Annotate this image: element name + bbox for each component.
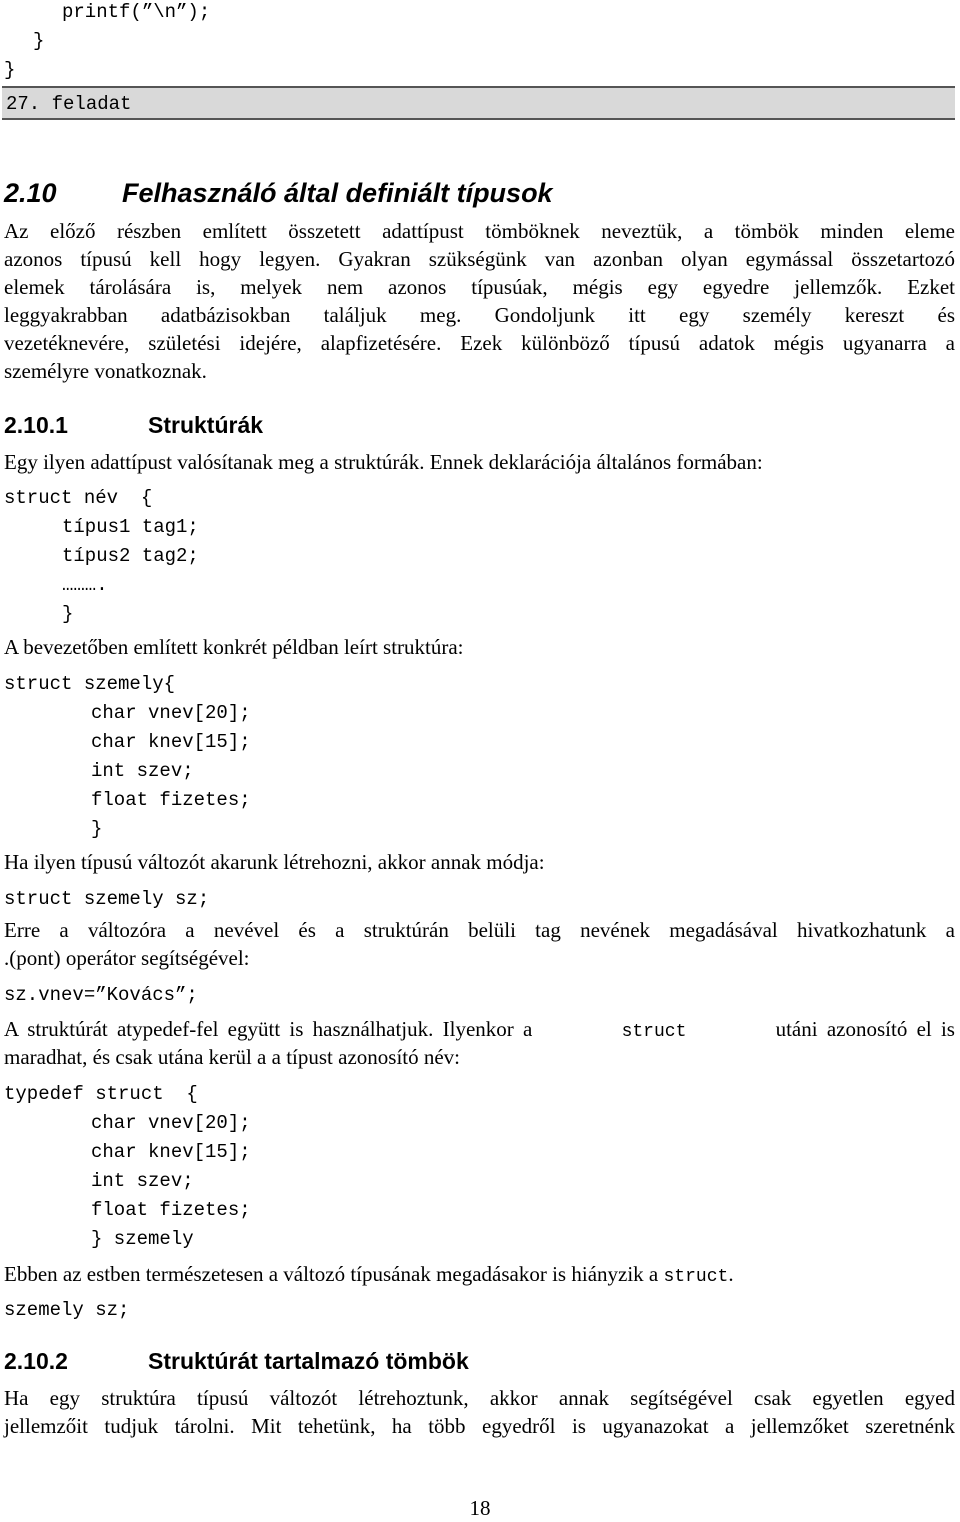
subsection-title: Struktúrák xyxy=(148,412,264,438)
code-line: } xyxy=(91,818,103,840)
code-line: char knev[15]; xyxy=(91,1141,251,1163)
code-line: int szev; xyxy=(91,1170,194,1192)
code-line: sz.vnev=”Kovács”; xyxy=(4,984,198,1006)
code-line: struct szemely{ xyxy=(4,673,176,695)
inline-code: struct xyxy=(621,1022,687,1042)
code-line: } xyxy=(4,59,16,81)
paragraph-line: Ha ilyen típusú változót akarunk létrehozni, akkor annak módja: xyxy=(4,850,545,874)
paragraph-text: Ebben az estben természetesen a változó típusának megadásakor is hiányzik a xyxy=(4,1262,659,1286)
section-title: Felhasználó által definiált típusok xyxy=(122,178,553,208)
code-line: int szev; xyxy=(91,760,194,782)
paragraph-text: . xyxy=(728,1262,734,1286)
paragraph-line: maradhat, és csak utána kerül a a típust azonosító név: xyxy=(4,1045,461,1069)
paragraph-line: Egy ilyen adattípust valósítanak meg a struktúrák. Ennek deklarációja általános formában: xyxy=(4,450,763,474)
subsection-number: 2.10.1 xyxy=(4,412,68,438)
code-line: } xyxy=(33,30,45,52)
subsection-heading xyxy=(4,1346,704,1376)
code-line: typedef struct { xyxy=(4,1083,198,1105)
paragraph-line: Ha egy struktúra típusú változót létrehoztunk, akkor annak segítségével csak egyetlen egyed xyxy=(4,1386,955,1410)
paragraph-line: elemek tárolására is, melyek nem azonos típusúak, mégis egy egyedre jellemzők. Ezket xyxy=(4,275,955,299)
code-line: ………. xyxy=(62,574,108,596)
paragraph-line: Erre a változóra a nevével és a struktúrán belüli tag nevének megadásával hivatkozhatunk a xyxy=(4,918,955,942)
paragraph-line: .(pont) operátor segítségével: xyxy=(4,946,250,970)
paragraph-line xyxy=(4,1015,955,1046)
inline-code: struct xyxy=(663,1267,729,1287)
paragraph-line xyxy=(4,1260,955,1291)
code-line: printf(”\n”); xyxy=(62,1,211,23)
subsection-heading xyxy=(4,410,704,440)
code-line: } xyxy=(62,603,74,625)
code-line: float fizetes; xyxy=(91,789,251,811)
code-line: típus2 tag2; xyxy=(62,545,199,567)
code-line: } szemely xyxy=(91,1228,194,1250)
paragraph-line: A bevezetőben említett konkrét példban leírt struktúra: xyxy=(4,635,464,659)
section-heading xyxy=(4,176,553,210)
paragraph-line: leggyakrabban adatbázisokban találjuk meg. Gondoljunk itt egy személy kereszt és xyxy=(4,303,955,327)
code-line: szemely sz; xyxy=(4,1299,130,1321)
paragraph-line: jellemzőit tudjuk tárolni. Mit tehetünk, ha több egyedről is ugyanazokat a jellemzőket szeretnénk xyxy=(4,1414,955,1438)
paragraph-line: azonos típusú kell hogy legyen. Gyakran szükségünk van azonban olyan egymással összetartozó xyxy=(4,247,955,271)
code-line: char knev[15]; xyxy=(91,731,251,753)
paragraph-line: személyre vonatkoznak. xyxy=(4,359,207,383)
subsection-title: Struktúrát tartalmazó tömbök xyxy=(148,1348,469,1374)
code-line: struct név { xyxy=(4,487,153,509)
code-line: char vnev[20]; xyxy=(91,1112,251,1134)
task-banner xyxy=(2,86,955,120)
code-line: char vnev[20]; xyxy=(91,702,251,724)
paragraph-text: A struktúrát atypedef-fel együtt is használhatjuk. Ilyenkor a xyxy=(4,1017,533,1041)
paragraph-line: vezetéknevére, születési idejére, alapfizetésére. Ezek különböző típusú adatok mégis ugyanarra a xyxy=(4,331,955,355)
page-number: 18 xyxy=(469,1496,491,1520)
code-line: típus1 tag1; xyxy=(62,516,199,538)
task-banner-label: 27. feladat xyxy=(6,93,132,115)
section-number: 2.10 xyxy=(4,178,57,208)
code-line: float fizetes; xyxy=(91,1199,251,1221)
paragraph-line: Az előző részben említett összetett adattípust tömböknek neveztük, a tömbök minden eleme xyxy=(4,219,955,243)
code-line: struct szemely sz; xyxy=(4,888,210,910)
paragraph-text: utáni azonosító el is xyxy=(775,1017,955,1041)
subsection-number: 2.10.2 xyxy=(4,1348,68,1374)
